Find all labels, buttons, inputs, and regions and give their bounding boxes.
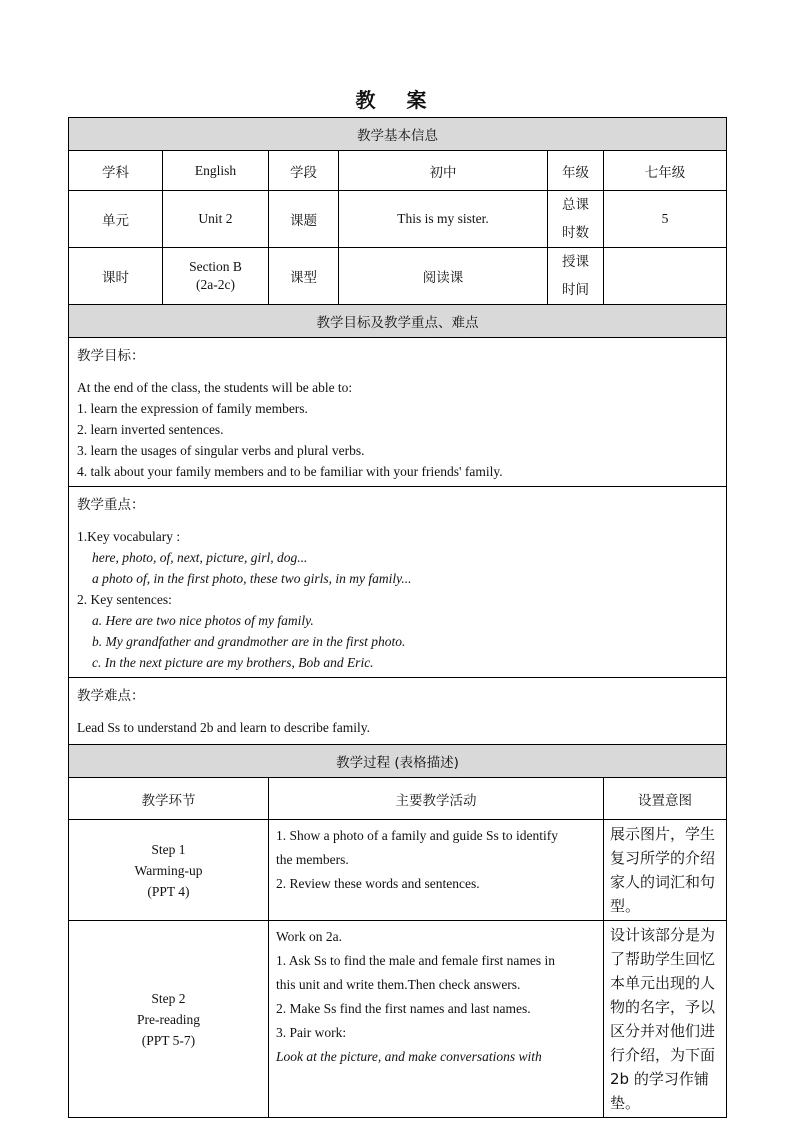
goal-line: 2. learn inverted sentences. xyxy=(77,422,224,437)
goal-line: 4. talk about your family members and to be familiar with your friends' family. xyxy=(77,464,503,479)
grade-label: 年级 xyxy=(548,151,604,191)
period-value-line2: (2a-2c) xyxy=(196,277,235,292)
subject-label: 学科 xyxy=(69,151,163,191)
total-hours-label xyxy=(548,191,604,248)
key-vocab-line: a photo of, in the first photo, these two girls, in my family... xyxy=(92,571,412,586)
topic-value: This is my sister. xyxy=(339,191,548,248)
process-col-activities: 主要教学活动 xyxy=(269,778,604,820)
period-value-line1: Section B xyxy=(189,259,242,274)
activity-line: 2. Make Ss find the first names and last names. xyxy=(276,1001,531,1016)
subject-value: English xyxy=(163,151,269,191)
activities-cell xyxy=(269,820,604,921)
step-cell xyxy=(69,921,269,1118)
difficult-points-block xyxy=(69,678,727,745)
period-label: 课时 xyxy=(69,248,163,305)
process-col-stage: 教学环节 xyxy=(69,778,269,820)
activities-cell xyxy=(269,921,604,1118)
difficult-points-label: 教学难点： xyxy=(77,688,145,704)
difficult-points-text: Lead Ss to understand 2b and learn to describe family. xyxy=(77,720,371,735)
process-header: 教学过程 (表格描述) xyxy=(69,745,727,778)
intent-cell: 展示图片，学生复习所学的介绍家人的词汇和句型。 xyxy=(604,820,727,921)
teaching-time-label-line1: 授课 xyxy=(562,254,589,270)
key-sentence-line: c. In the next picture are my brothers, Bob and Eric. xyxy=(92,655,374,670)
key-sentence-line: b. My grandfather and grandmother are in the first photo. xyxy=(92,634,406,649)
teaching-time-label-line2: 时间 xyxy=(562,282,589,298)
grade-value: 七年级 xyxy=(604,151,727,191)
lesson-type-label: 课型 xyxy=(269,248,339,305)
key-vocab-line: here, photo, of, next, picture, girl, dog... xyxy=(92,550,308,565)
activity-line: Look at the picture, and make conversations with xyxy=(276,1049,542,1064)
activity-line: 2. Review these words and sentences. xyxy=(276,876,480,891)
lesson-type-value: 阅读课 xyxy=(339,248,548,305)
activity-line: Work on 2a. xyxy=(276,929,343,944)
activity-line: 3. Pair work: xyxy=(276,1025,347,1040)
activity-line: 1. Ask Ss to find the male and female first names in xyxy=(276,953,555,968)
process-col-intent: 设置意图 xyxy=(604,778,727,820)
teaching-time-label xyxy=(548,248,604,305)
key-sentences-label: 2. Key sentences: xyxy=(77,592,172,607)
activity-line: the members. xyxy=(276,852,349,867)
key-sentence-line: a. Here are two nice photos of my family. xyxy=(92,613,314,628)
goal-line: 3. learn the usages of singular verbs and plural verbs. xyxy=(77,443,365,458)
objectives-header: 教学目标及教学重点、难点 xyxy=(69,305,727,338)
intent-cell: 设计该部分是为了帮助学生回忆本单元出现的人物的名字，予以区分并对他们进行介绍，为下面 2b 的学习作铺垫。 xyxy=(604,921,727,1118)
step-ppt: (PPT 4) xyxy=(147,883,190,899)
key-points-block xyxy=(69,487,727,678)
step-name: Pre-reading xyxy=(137,1011,200,1027)
basic-info-header: 教学基本信息 xyxy=(69,118,727,151)
stage-value: 初中 xyxy=(339,151,548,191)
step-number: Step 2 xyxy=(151,990,186,1006)
activity-line: 1. Show a photo of a family and guide Ss to identify xyxy=(276,828,558,843)
lesson-plan-table xyxy=(68,117,727,1118)
document-title: 教 案 xyxy=(355,88,439,112)
key-vocab-label: 1.Key vocabulary : xyxy=(77,529,181,544)
topic-label: 课题 xyxy=(269,191,339,248)
unit-value: Unit 2 xyxy=(163,191,269,248)
teaching-goals-label: 教学目标： xyxy=(77,348,145,364)
step-ppt: (PPT 5-7) xyxy=(141,1032,196,1048)
step-cell xyxy=(69,820,269,921)
teaching-goals-block xyxy=(69,338,727,487)
total-hours-label-line2: 时数 xyxy=(562,225,589,241)
period-value xyxy=(163,248,269,305)
activity-line: this unit and write them.Then check answers. xyxy=(276,977,521,992)
stage-label: 学段 xyxy=(269,151,339,191)
total-hours-value: 5 xyxy=(604,191,727,248)
step-name: Warming-up xyxy=(134,862,203,878)
total-hours-label-line1: 总课 xyxy=(562,197,589,213)
goal-line: At the end of the class, the students will be able to: xyxy=(77,380,353,395)
goal-line: 1. learn the expression of family members. xyxy=(77,401,308,416)
key-points-label: 教学重点： xyxy=(77,497,145,513)
unit-label: 单元 xyxy=(69,191,163,248)
step-number: Step 1 xyxy=(151,841,186,857)
teaching-time-value xyxy=(604,248,727,305)
